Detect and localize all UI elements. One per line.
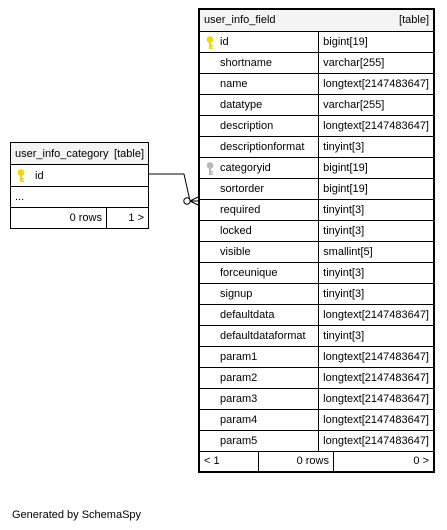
table-name[interactable]: user_info_category bbox=[15, 147, 109, 160]
column-type: varchar[255] bbox=[319, 94, 434, 115]
column-row[interactable] bbox=[199, 241, 434, 262]
column-type: tinyint[3] bbox=[319, 325, 434, 346]
column-type: tinyint[3] bbox=[319, 262, 434, 283]
column-type: smallint[5] bbox=[319, 241, 434, 262]
column-row[interactable] bbox=[199, 115, 434, 136]
crow-foot-marker bbox=[190, 197, 198, 201]
column-name-text: param2 bbox=[220, 371, 258, 384]
column-row[interactable] bbox=[199, 430, 434, 451]
column-row[interactable] bbox=[199, 325, 434, 346]
column-name-text: description bbox=[220, 119, 274, 132]
column-name[interactable] bbox=[199, 220, 319, 241]
table-type-label: [table] bbox=[114, 147, 144, 160]
column-name-text: param5 bbox=[220, 434, 258, 447]
column-name[interactable] bbox=[199, 367, 319, 388]
column-row[interactable] bbox=[199, 94, 434, 115]
column-name[interactable] bbox=[199, 94, 319, 115]
parent-count-link[interactable]: < 1 bbox=[200, 452, 259, 471]
table-type-label: [table] bbox=[399, 14, 429, 27]
table-header-cell bbox=[11, 143, 149, 165]
column-row[interactable] bbox=[199, 220, 434, 241]
column-type: tinyint[3] bbox=[319, 283, 434, 304]
column-row[interactable] bbox=[199, 136, 434, 157]
table-header-cell bbox=[199, 9, 434, 31]
table-name[interactable]: user_info_field bbox=[204, 14, 276, 27]
column-name-text: id bbox=[35, 169, 44, 182]
column-row[interactable] bbox=[199, 52, 434, 73]
crow-foot-marker bbox=[190, 201, 198, 205]
column-row[interactable] bbox=[199, 388, 434, 409]
column-name-text: param1 bbox=[220, 350, 258, 363]
column-type: varchar[255] bbox=[319, 52, 434, 73]
column-type: bigint[19] bbox=[319, 31, 434, 52]
column-row[interactable] bbox=[199, 283, 434, 304]
column-name[interactable] bbox=[199, 283, 319, 304]
column-row[interactable] bbox=[11, 165, 149, 187]
table-footer bbox=[199, 451, 434, 472]
column-name-text: param4 bbox=[220, 413, 258, 426]
column-name[interactable] bbox=[199, 115, 319, 136]
user-info-field-table[interactable] bbox=[198, 8, 435, 473]
column-type: tinyint[3] bbox=[319, 220, 434, 241]
column-type: longtext[2147483647] bbox=[319, 409, 434, 430]
column-name[interactable] bbox=[199, 262, 319, 283]
column-name-text: defaultdataformat bbox=[220, 329, 306, 342]
user-info-category-table[interactable] bbox=[10, 142, 149, 229]
column-name[interactable] bbox=[199, 52, 319, 73]
column-row[interactable] bbox=[199, 409, 434, 430]
column-type: longtext[2147483647] bbox=[319, 346, 434, 367]
foreign-key-icon bbox=[206, 162, 214, 176]
table-header bbox=[199, 9, 434, 31]
column-name[interactable] bbox=[199, 136, 319, 157]
column-name-text: descriptionformat bbox=[220, 140, 305, 153]
table-header bbox=[11, 143, 149, 165]
primary-key-icon bbox=[206, 36, 214, 50]
column-name[interactable] bbox=[199, 178, 319, 199]
column-row[interactable] bbox=[199, 262, 434, 283]
column-name-text: visible bbox=[220, 245, 251, 258]
column-name[interactable] bbox=[199, 325, 319, 346]
column-type: longtext[2147483647] bbox=[319, 367, 434, 388]
column-name[interactable] bbox=[199, 388, 319, 409]
column-name[interactable] bbox=[199, 73, 319, 94]
column-name-text: shortname bbox=[220, 56, 272, 69]
column-name-text: categoryid bbox=[220, 161, 271, 174]
ellipsis-cell: ... bbox=[11, 187, 149, 208]
primary-key-icon bbox=[17, 169, 25, 183]
zero-optional-marker bbox=[184, 198, 190, 204]
column-name[interactable] bbox=[11, 165, 149, 187]
column-name[interactable] bbox=[199, 430, 319, 451]
column-row[interactable] bbox=[199, 367, 434, 388]
column-name-text: forceunique bbox=[220, 266, 278, 279]
column-type: tinyint[3] bbox=[319, 136, 434, 157]
column-name-text: required bbox=[220, 203, 261, 216]
column-name[interactable] bbox=[199, 409, 319, 430]
column-row[interactable] bbox=[199, 346, 434, 367]
column-name-text: id bbox=[220, 35, 229, 48]
column-type: bigint[19] bbox=[319, 178, 434, 199]
column-name-text: param3 bbox=[220, 392, 258, 405]
column-row[interactable] bbox=[199, 73, 434, 94]
column-type: longtext[2147483647] bbox=[319, 430, 434, 451]
child-count-link[interactable]: 0 > bbox=[413, 454, 429, 467]
column-row[interactable] bbox=[199, 157, 434, 178]
column-name-text: sortorder bbox=[220, 182, 265, 195]
column-type: longtext[2147483647] bbox=[319, 304, 434, 325]
column-row[interactable] bbox=[199, 178, 434, 199]
ellipsis-row bbox=[11, 187, 149, 208]
table-footer bbox=[11, 208, 149, 229]
column-name-text: datatype bbox=[220, 98, 263, 111]
column-type: tinyint[3] bbox=[319, 199, 434, 220]
relationship-line bbox=[184, 174, 190, 201]
column-type: longtext[2147483647] bbox=[319, 73, 434, 94]
column-name[interactable] bbox=[199, 31, 319, 52]
generated-by-text: Generated by SchemaSpy bbox=[12, 509, 142, 521]
row-count: 0 rows bbox=[259, 452, 334, 471]
column-name-text: defaultdata bbox=[220, 308, 275, 321]
row-count: 0 rows bbox=[11, 208, 107, 229]
table-footer-cell bbox=[199, 451, 434, 472]
column-row[interactable] bbox=[199, 304, 434, 325]
column-name[interactable] bbox=[199, 157, 319, 178]
column-name[interactable] bbox=[199, 346, 319, 367]
column-row[interactable] bbox=[199, 31, 434, 52]
column-type: bigint[19] bbox=[319, 157, 434, 178]
column-type: longtext[2147483647] bbox=[319, 115, 434, 136]
column-name[interactable] bbox=[199, 241, 319, 262]
column-row[interactable] bbox=[199, 199, 434, 220]
column-type: longtext[2147483647] bbox=[319, 388, 434, 409]
column-name-text: signup bbox=[220, 287, 253, 300]
column-name-text: name bbox=[220, 77, 248, 90]
child-count-link[interactable]: 1 > bbox=[107, 208, 149, 229]
column-name[interactable] bbox=[199, 199, 319, 220]
column-name[interactable] bbox=[199, 304, 319, 325]
column-name-text: locked bbox=[220, 224, 252, 237]
